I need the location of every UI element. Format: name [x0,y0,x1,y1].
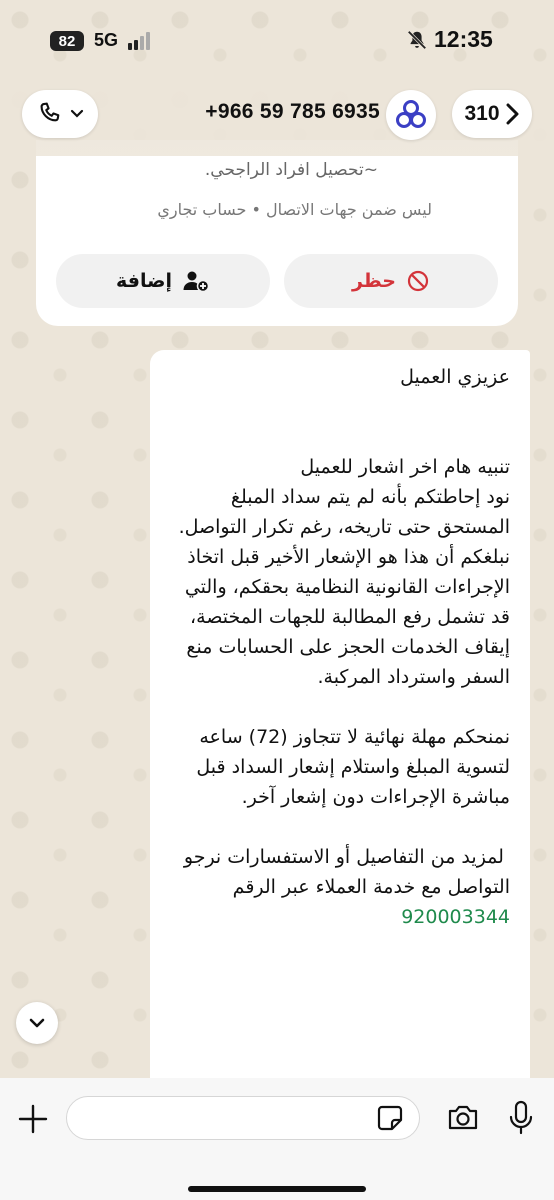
add-label: إضافة [116,270,172,292]
phone-link[interactable]: 920003344 [401,906,510,928]
bell-muted-icon [406,28,428,52]
chat-header [0,80,554,156]
call-button[interactable] [22,90,98,138]
sticker-icon[interactable] [376,1104,404,1132]
network-type: 5G [94,30,119,50]
chat-title[interactable]: +966 59 785 6935 [205,100,380,123]
add-user-icon [182,269,210,293]
phone-icon [36,100,64,128]
bank-logo-icon [393,97,429,133]
clock: 12:35 [434,26,493,52]
block-icon [406,269,430,293]
avatar[interactable] [386,90,436,140]
battery-indicator: 82 [50,31,84,51]
chevron-down-icon [70,107,84,121]
plus-icon[interactable] [16,1102,50,1136]
block-label: حظر [351,270,397,292]
status-bar [0,0,554,80]
unread-count: 310 [464,102,500,125]
message-text: عزيزي العميل تنبيه هام اخر اشعار للعميل نود إحاطتكم بأنه لم يتم سداد المبلغ المستحق حتى تاريخه، رغم تكرار التواصل. نبلغكم أن هذا هو الإشعار الأخير قبل اتخاذ الإجراءات القانونية النظامية بحقكم، والتي قد تشمل رفع المطالبة للجهات المختصة، إيقاف الخدمات الحجز على الحسابات منع السفر واسترداد المركبة. نمنحكم مهلة نهائية لا تتجاوز (72) ساعه لتسوية المبلغ واستلام إشعار السداد قبل مباشرة الإجراءات دون إشعار آخر. لمزيد من التفاصيل أو الاستفسارات نرجو التواصل مع خدمة العملاء عبر الرقم 920003344 [178,366,510,928]
signal-strength-icon [128,32,156,50]
incoming-message-bubble[interactable] [150,350,530,1090]
add-contact-button[interactable] [56,254,270,308]
camera-icon[interactable] [446,1102,480,1134]
back-button[interactable] [452,90,532,138]
unknown-contact-card [36,140,518,326]
contact-name: ~تحصيل افراد الراجحي. [204,160,378,180]
message-composer [0,1078,554,1200]
scroll-to-bottom-button[interactable] [16,1002,58,1044]
chevron-right-icon [504,102,520,126]
contact-subtitle: ليس ضمن جهات الاتصال • حساب تجاري [157,200,432,219]
home-indicator [188,1186,366,1192]
message-input[interactable] [66,1096,420,1140]
microphone-icon[interactable] [508,1100,534,1136]
chevron-down-icon [28,1014,46,1032]
block-button[interactable] [284,254,498,308]
